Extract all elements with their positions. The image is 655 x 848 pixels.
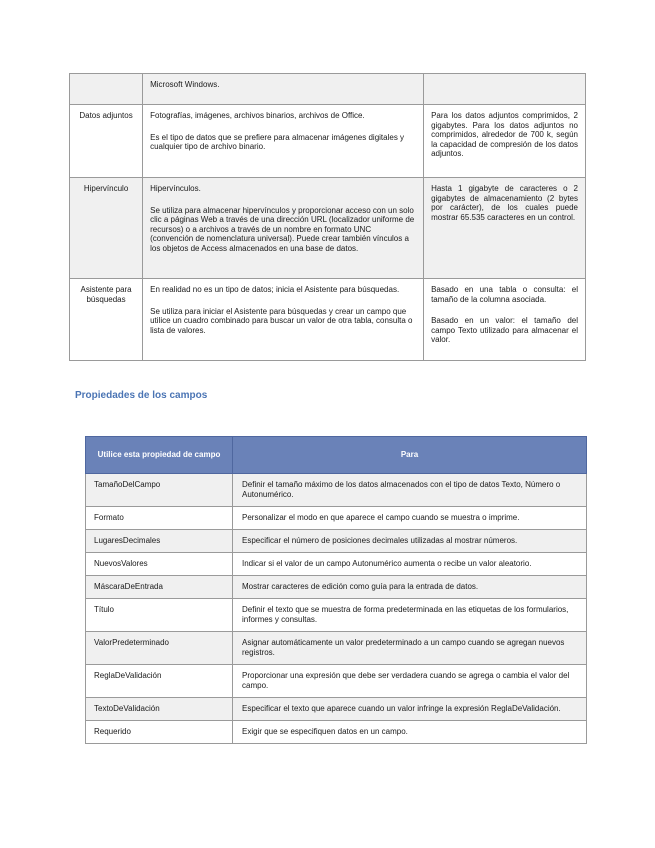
property-name: Título <box>86 599 233 632</box>
data-type-name: Hipervínculo <box>70 178 143 279</box>
property-purpose: Personalizar el modo en que aparece el campo cuando se muestra o imprime. <box>233 507 587 530</box>
property-row <box>86 530 587 553</box>
property-name: TamañoDelCampo <box>86 474 233 507</box>
property-purpose: Definir el tamaño máximo de los datos almacenados con el tipo de datos Texto, Número o Autonumérico. <box>233 474 587 507</box>
data-type-description <box>143 279 424 361</box>
data-type-name: Datos adjuntos <box>70 105 143 178</box>
data-types-table <box>69 73 586 361</box>
property-purpose: Proporcionar una expresión que debe ser verdadera cuando se agrega o cambia el valor del campo. <box>233 665 587 698</box>
property-row <box>86 599 587 632</box>
property-row <box>86 474 587 507</box>
property-row <box>86 632 587 665</box>
data-type-size <box>424 178 586 279</box>
property-row <box>86 507 587 530</box>
header-purpose: Para <box>233 437 587 474</box>
property-row <box>86 576 587 599</box>
data-type-name <box>70 74 143 105</box>
property-name: LugaresDecimales <box>86 530 233 553</box>
description-paragraph: En realidad no es un tipo de datos; inicia el Asistente para búsquedas. <box>150 285 400 294</box>
property-name: ReglaDeValidación <box>86 665 233 698</box>
property-name: Formato <box>86 507 233 530</box>
field-properties-table <box>85 436 587 744</box>
description-paragraph: Microsoft Windows. <box>150 80 220 89</box>
property-row <box>86 721 587 744</box>
property-row <box>86 698 587 721</box>
data-type-size <box>424 74 586 105</box>
property-name: Requerido <box>86 721 233 744</box>
property-name: TextoDeValidación <box>86 698 233 721</box>
size-paragraph: Basado en un valor: el tamaño del campo Texto utilizado para almacenar el valor. <box>431 316 578 345</box>
property-name: MáscaraDeEntrada <box>86 576 233 599</box>
properties-header-row <box>86 437 587 474</box>
description-paragraph: Se utiliza para iniciar el Asistente para búsquedas y crear un campo que utilice un cuadro combinado para buscar un valor de otra tabla, consulta o lista de valores. <box>150 306 413 335</box>
size-paragraph: Hasta 1 gigabyte de caracteres o 2 gigabytes de almacenamiento (2 bytes por carácter), de los cuales puede mostrar 65.535 caracteres en un control. <box>431 184 578 222</box>
data-type-row <box>70 105 586 178</box>
data-type-size <box>424 279 586 361</box>
property-purpose: Exigir que se especifiquen datos en un campo. <box>233 721 587 744</box>
property-purpose: Definir el texto que se muestra de forma predeterminada en las etiquetas de los formularios, informes y consultas. <box>233 599 587 632</box>
property-name: ValorPredeterminado <box>86 632 233 665</box>
data-type-description <box>143 74 424 105</box>
description-paragraph: Fotografías, imágenes, archivos binarios, archivos de Office. <box>150 111 365 120</box>
section-heading: Propiedades de los campos <box>75 390 208 401</box>
header-property: Utilice esta propiedad de campo <box>86 437 233 474</box>
data-type-row <box>70 74 586 105</box>
data-type-description <box>143 178 424 279</box>
property-row <box>86 553 587 576</box>
data-type-row <box>70 178 586 279</box>
data-type-size <box>424 105 586 178</box>
size-paragraph: Para los datos adjuntos comprimidos, 2 gigabytes. Para los datos adjuntos no comprimidos, alrededor de 700 k, según la capacidad de compresión de los datos adjuntos. <box>431 111 578 159</box>
data-type-description <box>143 105 424 178</box>
property-purpose: Especificar el texto que aparece cuando un valor infringe la expresión ReglaDeValidación. <box>233 698 587 721</box>
property-row <box>86 665 587 698</box>
description-paragraph: Se utiliza para almacenar hipervínculos y proporcionar acceso con un solo clic a páginas Web a través de una dirección URL (localizador uniforme de recursos) o a archivos a través de un nombre en formato UNC (convención de nomenclatura universal). Puede crear también vínculos a los objetos de Access almacenados en una base de datos. <box>150 205 415 253</box>
description-paragraph: Es el tipo de datos que se prefiere para almacenar imágenes digitales y cualquier tipo de archivo binario. <box>150 132 405 152</box>
property-purpose: Mostrar caracteres de edición como guía para la entrada de datos. <box>233 576 587 599</box>
property-purpose: Asignar automáticamente un valor predeterminado a un campo cuando se agregan nuevos registros. <box>233 632 587 665</box>
property-purpose: Indicar si el valor de un campo Autonumérico aumenta o recibe un valor aleatorio. <box>233 553 587 576</box>
data-type-name: Asistente para búsquedas <box>70 279 143 361</box>
data-type-row <box>70 279 586 361</box>
size-paragraph: Basado en una tabla o consulta: el tamaño de la columna asociada. <box>431 285 578 304</box>
description-paragraph: Hipervínculos. <box>150 184 201 193</box>
property-purpose: Especificar el número de posiciones decimales utilizadas al mostrar números. <box>233 530 587 553</box>
property-name: NuevosValores <box>86 553 233 576</box>
